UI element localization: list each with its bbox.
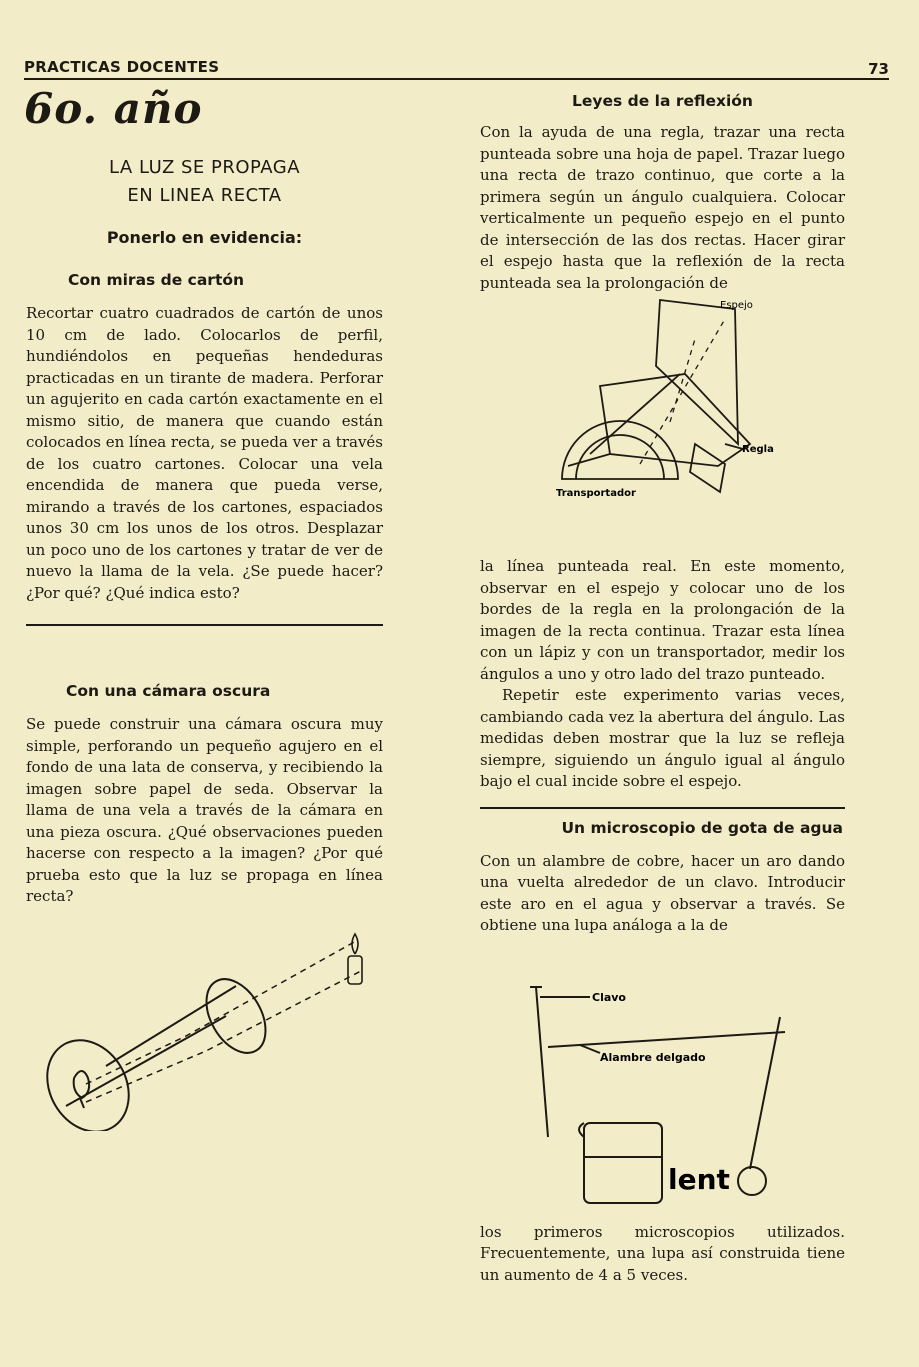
section-text-microscope-b: los primeros microscopios utilizados. Frecuentemente, una lupa así construida tiene un aumento de 4 a 5 veces. bbox=[480, 1222, 845, 1284]
topic-title-line1: LA LUZ SE PROPAGA bbox=[108, 157, 301, 178]
mirror-label: Espejo bbox=[720, 300, 753, 311]
section-text-cardboard: Recortar cuatro cuadrados de cartón de unos 10 cm de lado. Colocarlos de perfil, hundiéndolos en pequeñas hendeduras practicadas en un tirante de madera. Perforar un agujerito en cada cartón exactamente en el mismo sitio, de manera que cuando están colocados en línea recta, se pueda ver a través de los cuatro cartones. Colocar una vela encendida de manera que pueda verse, mirando a través de los cartones, espaciados unos 30 cm los unos de los otros. Desplazar un poco uno de los cartones y tratar de ver de nuevo la llama de la vela. ¿Se puede hacer? ¿Por qué? ¿Qué indica esto? bbox=[26, 304, 383, 602]
running-title: PRACTICAS DOCENTES bbox=[24, 58, 220, 76]
reflection-figure bbox=[480, 294, 845, 556]
section-heading-camera: Con una cámara oscura bbox=[66, 682, 271, 700]
section-text-reflection-a: Con la ayuda de una regla, trazar una recta punteada sobre una hoja de papel. Trazar luego una recta de trazo continuo, que corte a la primera según un ángulo cualquiera. Colocar verticalmente un pequeño espejo en el punto de intersección de las dos rectas. Hacer girar el espejo hasta que la reflexión de la recta punteada sea la prolongación de bbox=[480, 123, 845, 292]
page-number: 73 bbox=[868, 60, 889, 78]
protractor-label: Transportador bbox=[556, 488, 636, 499]
section-heading-microscope: Un microscopio de gota de agua bbox=[561, 818, 843, 837]
section-text-reflection-c: Repetir este experimento varias veces, cambiando cada vez la abertura del ángulo. Las medidas deben mostrar que la luz se refleja siempre, siguiendo un ángulo igual al ángulo bajo el cual incide sobre el espejo. bbox=[480, 686, 845, 790]
left-column bbox=[26, 150, 383, 1131]
section-heading-cardboard: Con miras de cartón bbox=[68, 271, 245, 289]
right-column bbox=[480, 92, 845, 1286]
header-rule bbox=[24, 78, 889, 80]
nail-label: Clavo bbox=[592, 990, 626, 1004]
microscope-figure bbox=[480, 937, 845, 1222]
camera-obscura-figure bbox=[26, 916, 383, 1131]
ruler-label: Regla bbox=[742, 444, 774, 455]
topic-title-line2: EN LINEA RECTA bbox=[127, 185, 282, 206]
grade-title: 6o. año bbox=[24, 84, 203, 133]
section-text-camera: Se puede construir una cámara oscura muy simple, perforando un pequeño agujero en el fondo de una lata de conserva, y recibiendo la imagen sobre papel de seda. Observar la llama de una vela a través de la cámara en una pieza oscura. ¿Qué observaciones pueden hacerse con respecto a la imagen? ¿Por qué prueba esto que la luz se propaga en línea recta? bbox=[26, 715, 383, 905]
section-divider-right bbox=[480, 807, 845, 809]
lens-label: lent bbox=[668, 1162, 730, 1196]
section-text-microscope-a: Con un alambre de cobre, hacer un aro dando una vuelta alrededor de un clavo. Introducir este aro en el agua y observar a través. Se obtiene una lupa análoga a la de bbox=[480, 851, 845, 934]
topic-title bbox=[26, 154, 383, 210]
section-divider bbox=[26, 624, 383, 626]
subtopic-heading: Ponerlo en evidencia: bbox=[106, 228, 303, 247]
wire-label: Alambre delgado bbox=[600, 1050, 706, 1064]
section-heading-reflection: Leyes de la reflexión bbox=[572, 92, 753, 110]
section-text-reflection-b: la línea punteada real. En este momento, observar en el espejo y colocar uno de los bordes de la regla en la prolongación de la imagen de la recta continua. Trazar esta línea con un lápiz y con un transportador, medir los ángulos a uno y otro lado del trazo punteado. bbox=[480, 557, 845, 683]
